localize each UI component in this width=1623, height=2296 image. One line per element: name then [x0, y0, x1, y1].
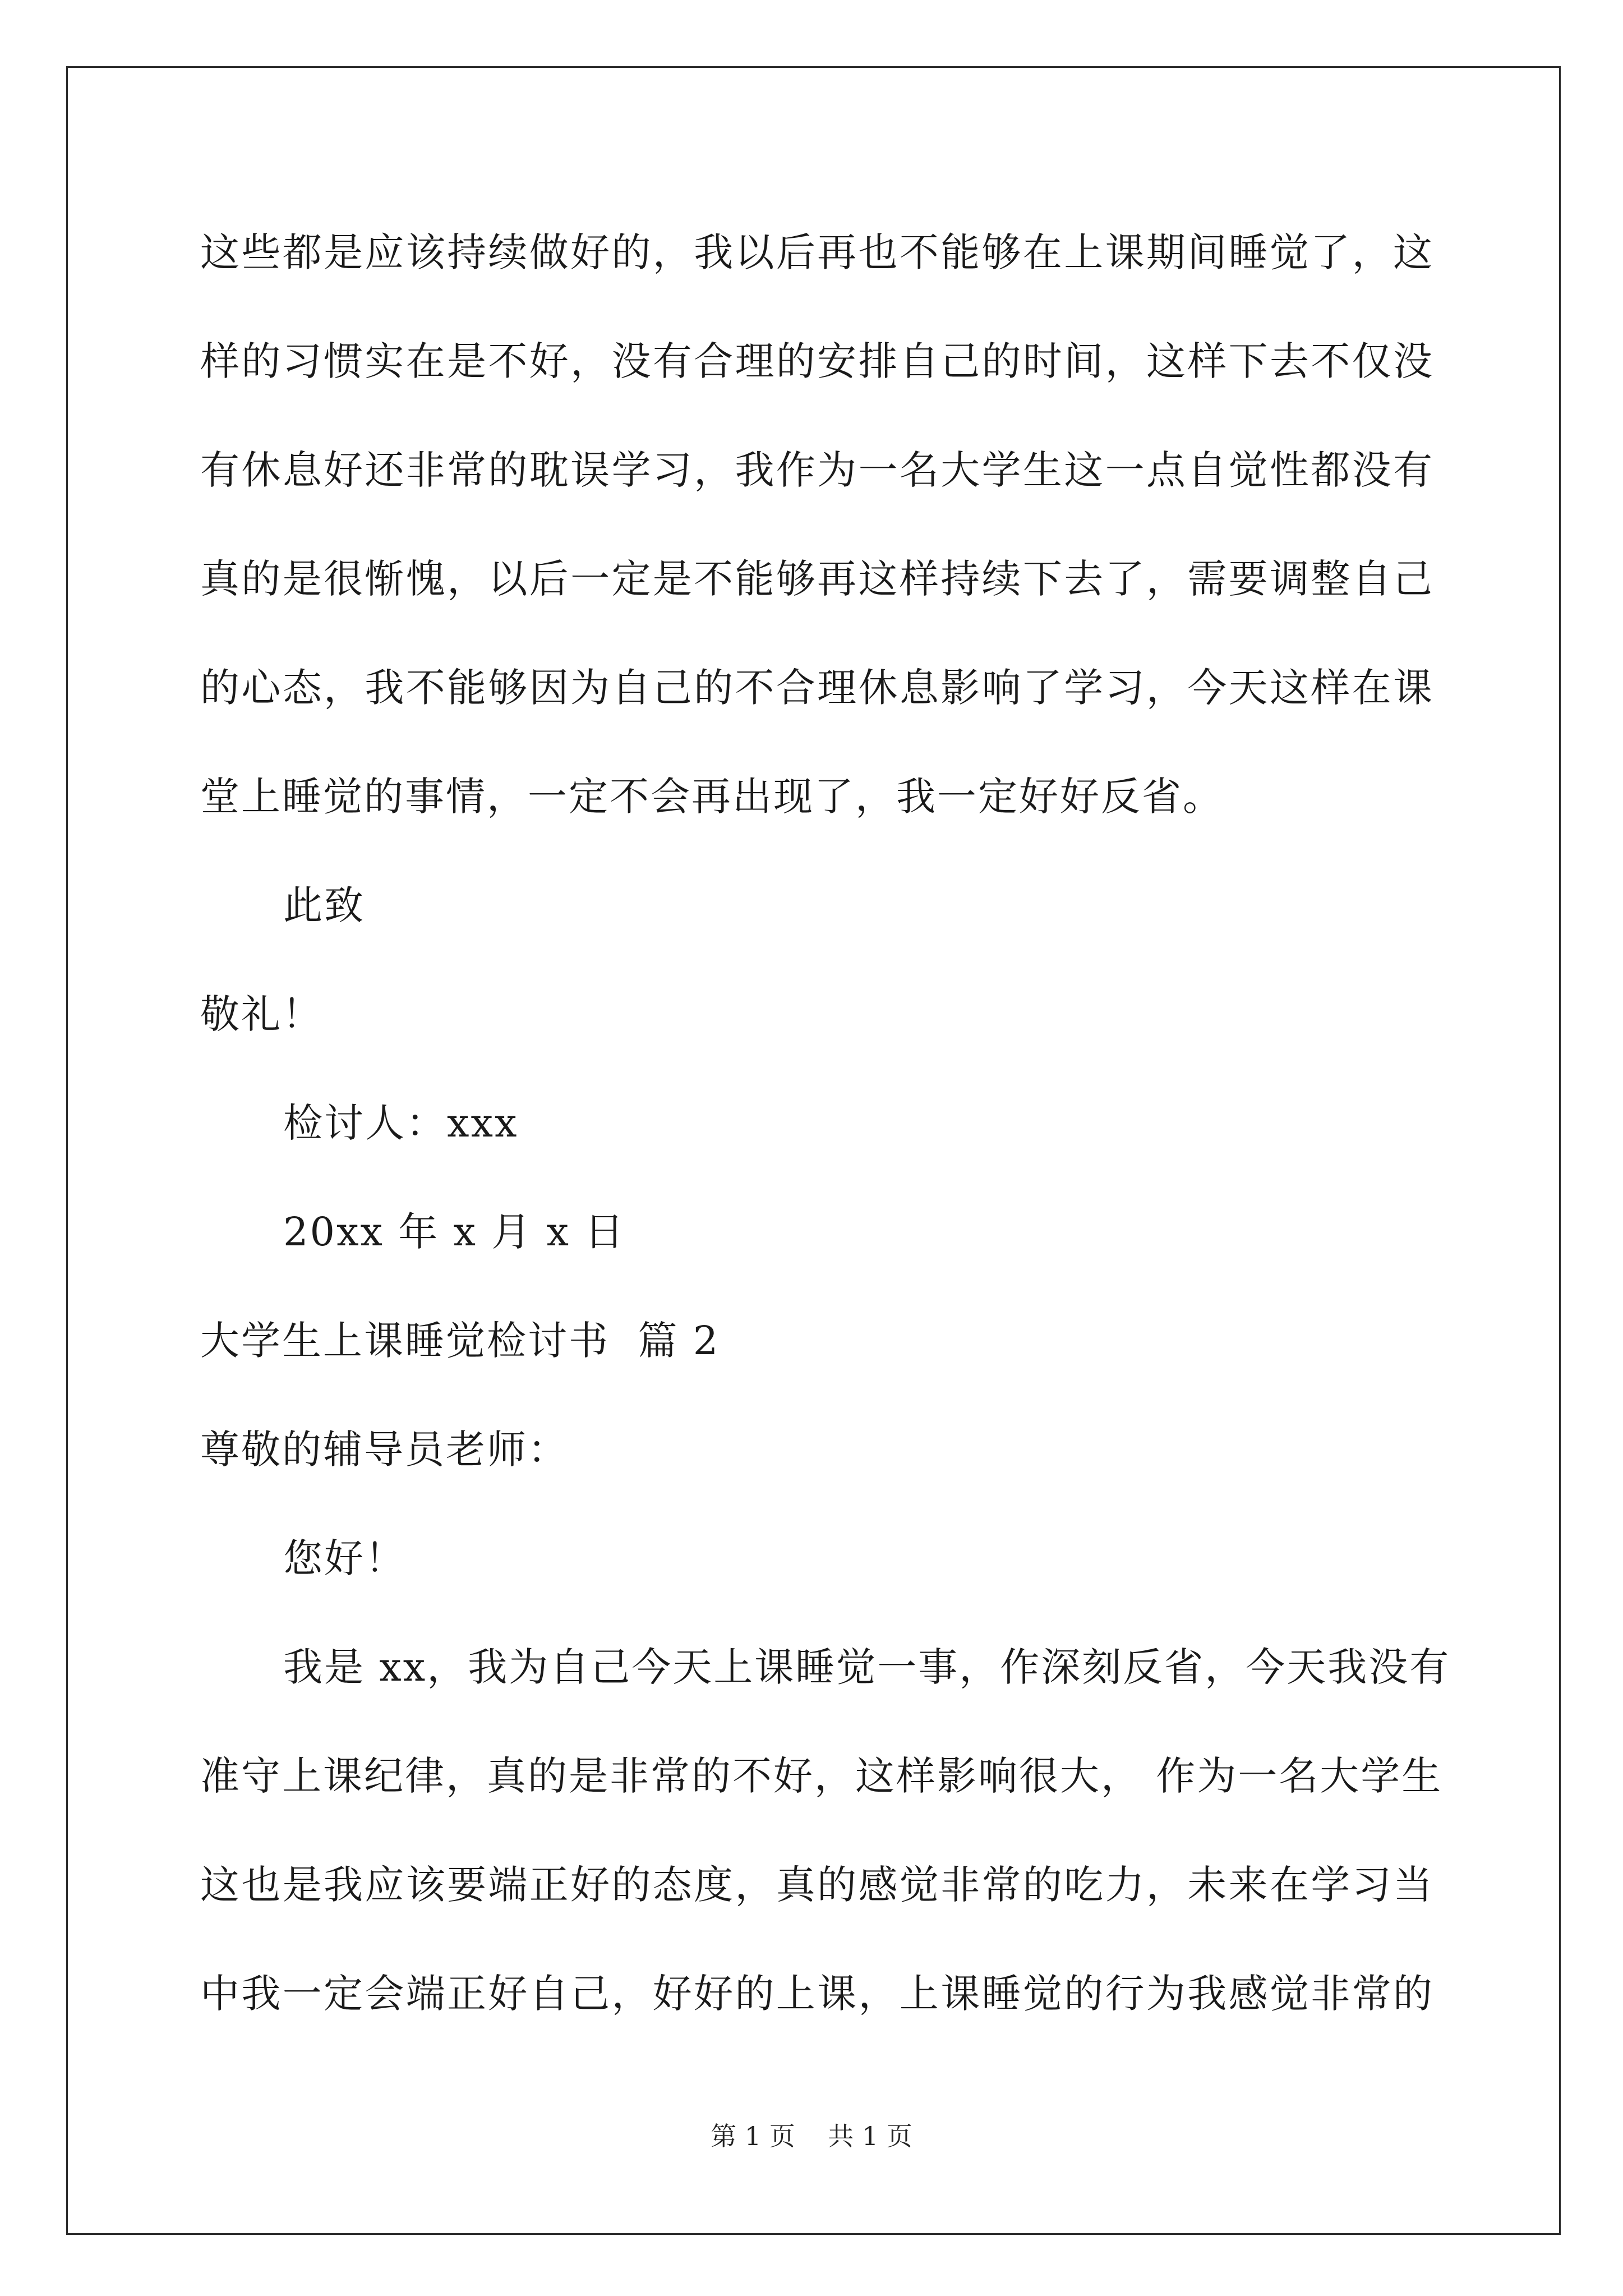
- paragraph-line: 有休息好还非常的耽误学习，我作为一名大学生这一点自觉性都没有: [200, 447, 1434, 493]
- closing-text: 此致: [283, 882, 365, 928]
- signature-text: 检讨人：xxx: [283, 1100, 519, 1146]
- paragraph-line: 中我一定会端正好自己，好好的上课，上课睡觉的行为我感觉非常的: [200, 1971, 1434, 2017]
- document-body: [200, 216, 1451, 2066]
- paragraph-line: 这些都是应该持续做好的，我以后再也不能够在上课期间睡觉了，这: [200, 229, 1434, 275]
- paragraph-line: 准守上课纪律，真的是非常的不好，这样影响很大， 作为一名大学生: [200, 1753, 1443, 1799]
- paragraph-line: 我是 xx，我为自己今天上课睡觉一事，作深刻反省，今天我没有: [283, 1644, 1451, 1690]
- date-text: 20xx 年 x 月 x 日: [283, 1209, 626, 1255]
- section-title: 大学生上课睡觉检讨书 篇 2: [200, 1318, 720, 1364]
- paragraph-line: 堂上睡觉的事情，一定不会再出现了，我一定好好反省。: [200, 774, 1224, 820]
- page-number: 第 1 页 共 1 页: [711, 2121, 912, 2151]
- salute-text: 敬礼！: [200, 991, 323, 1037]
- paragraph-line: 真的是很惭愧，以后一定是不能够再这样持续下去了，需要调整自己: [200, 556, 1434, 602]
- paragraph-line: 这也是我应该要端正好的态度，真的感觉非常的吃力，未来在学习当: [200, 1862, 1434, 1908]
- paragraph-line: 的心态，我不能够因为自己的不合理休息影响了学习，今天这样在课: [200, 665, 1434, 711]
- greeting-text: 您好！: [283, 1535, 406, 1581]
- addressee-text: 尊敬的辅导员老师：: [200, 1427, 569, 1473]
- page-footer: [0, 2116, 1623, 2153]
- paragraph-line: 样的习惯实在是不好，没有合理的安排自己的时间，这样下去不仅没: [200, 338, 1434, 384]
